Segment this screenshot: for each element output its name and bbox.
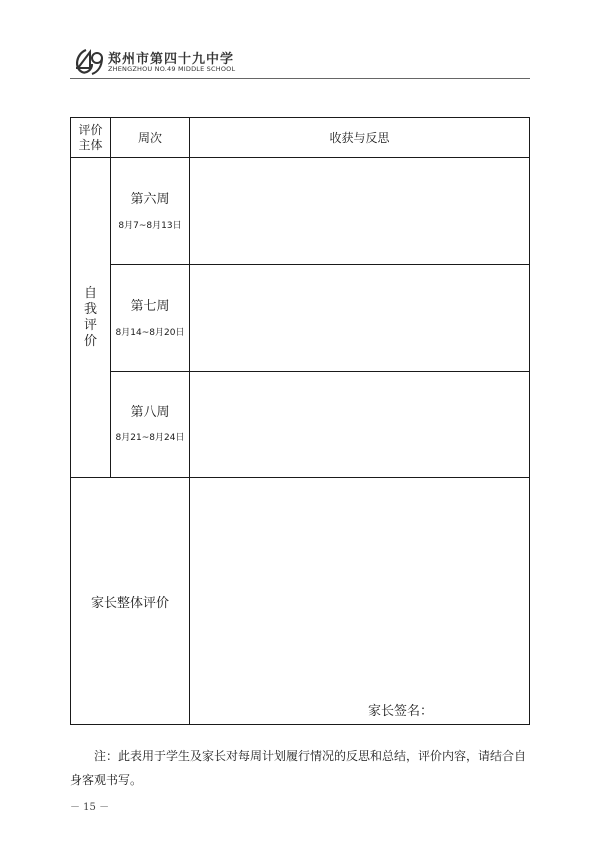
col-header-reflection: 收获与反思 [329, 131, 390, 145]
page-number: － 15 － [70, 802, 110, 813]
self-eval-char: 我 [83, 301, 97, 317]
col-header-week: 周次 [137, 131, 162, 145]
self-eval-char: 评 [83, 317, 97, 333]
school-name-cn: 郑州市第四十九中学 [108, 52, 235, 67]
parent-evaluation-cell[interactable] [190, 478, 529, 724]
self-eval-char: 价 [83, 333, 97, 349]
reflection-cell-week8[interactable] [190, 372, 529, 477]
school-name-en: ZHENGZHOU NO.49 MIDDLE SCHOOL [108, 65, 236, 73]
parent-evaluation-label: 家长整体评价 [90, 595, 169, 611]
reflection-cell-week6[interactable] [190, 158, 529, 264]
table-border-bottom [70, 724, 530, 725]
week-dates: 8月7~8月13日 [118, 221, 182, 231]
week-dates: 8月14~8月20日 [115, 328, 185, 338]
col-header-subject-line2: 主体 [78, 137, 103, 152]
week-name: 第八周 [130, 405, 170, 420]
col-header-subject [71, 118, 110, 157]
footnote-text: 注：此表用于学生及家长对每周计划履行情况的反思和总结，评价内容，请结合自身客观书写。 [70, 749, 527, 787]
week-cell-8 [111, 372, 189, 477]
reflection-cell-week7[interactable] [190, 265, 529, 371]
header-divider [70, 78, 530, 79]
week-name: 第七周 [130, 299, 170, 314]
table-border-right [529, 117, 530, 725]
school-logo-icon [72, 46, 106, 76]
evaluation-table [70, 117, 530, 725]
page-header [70, 44, 530, 80]
footnote [70, 744, 530, 792]
col-header-subject-line1: 评价 [78, 122, 103, 137]
week-cell-7 [111, 265, 189, 371]
self-evaluation-label [71, 158, 110, 477]
week-name: 第六周 [130, 192, 170, 207]
parent-signature-label: 家长签名： [368, 704, 434, 719]
week-dates: 8月21~8月24日 [115, 433, 185, 443]
self-eval-char: 自 [83, 285, 97, 301]
week-cell-6 [111, 158, 189, 264]
